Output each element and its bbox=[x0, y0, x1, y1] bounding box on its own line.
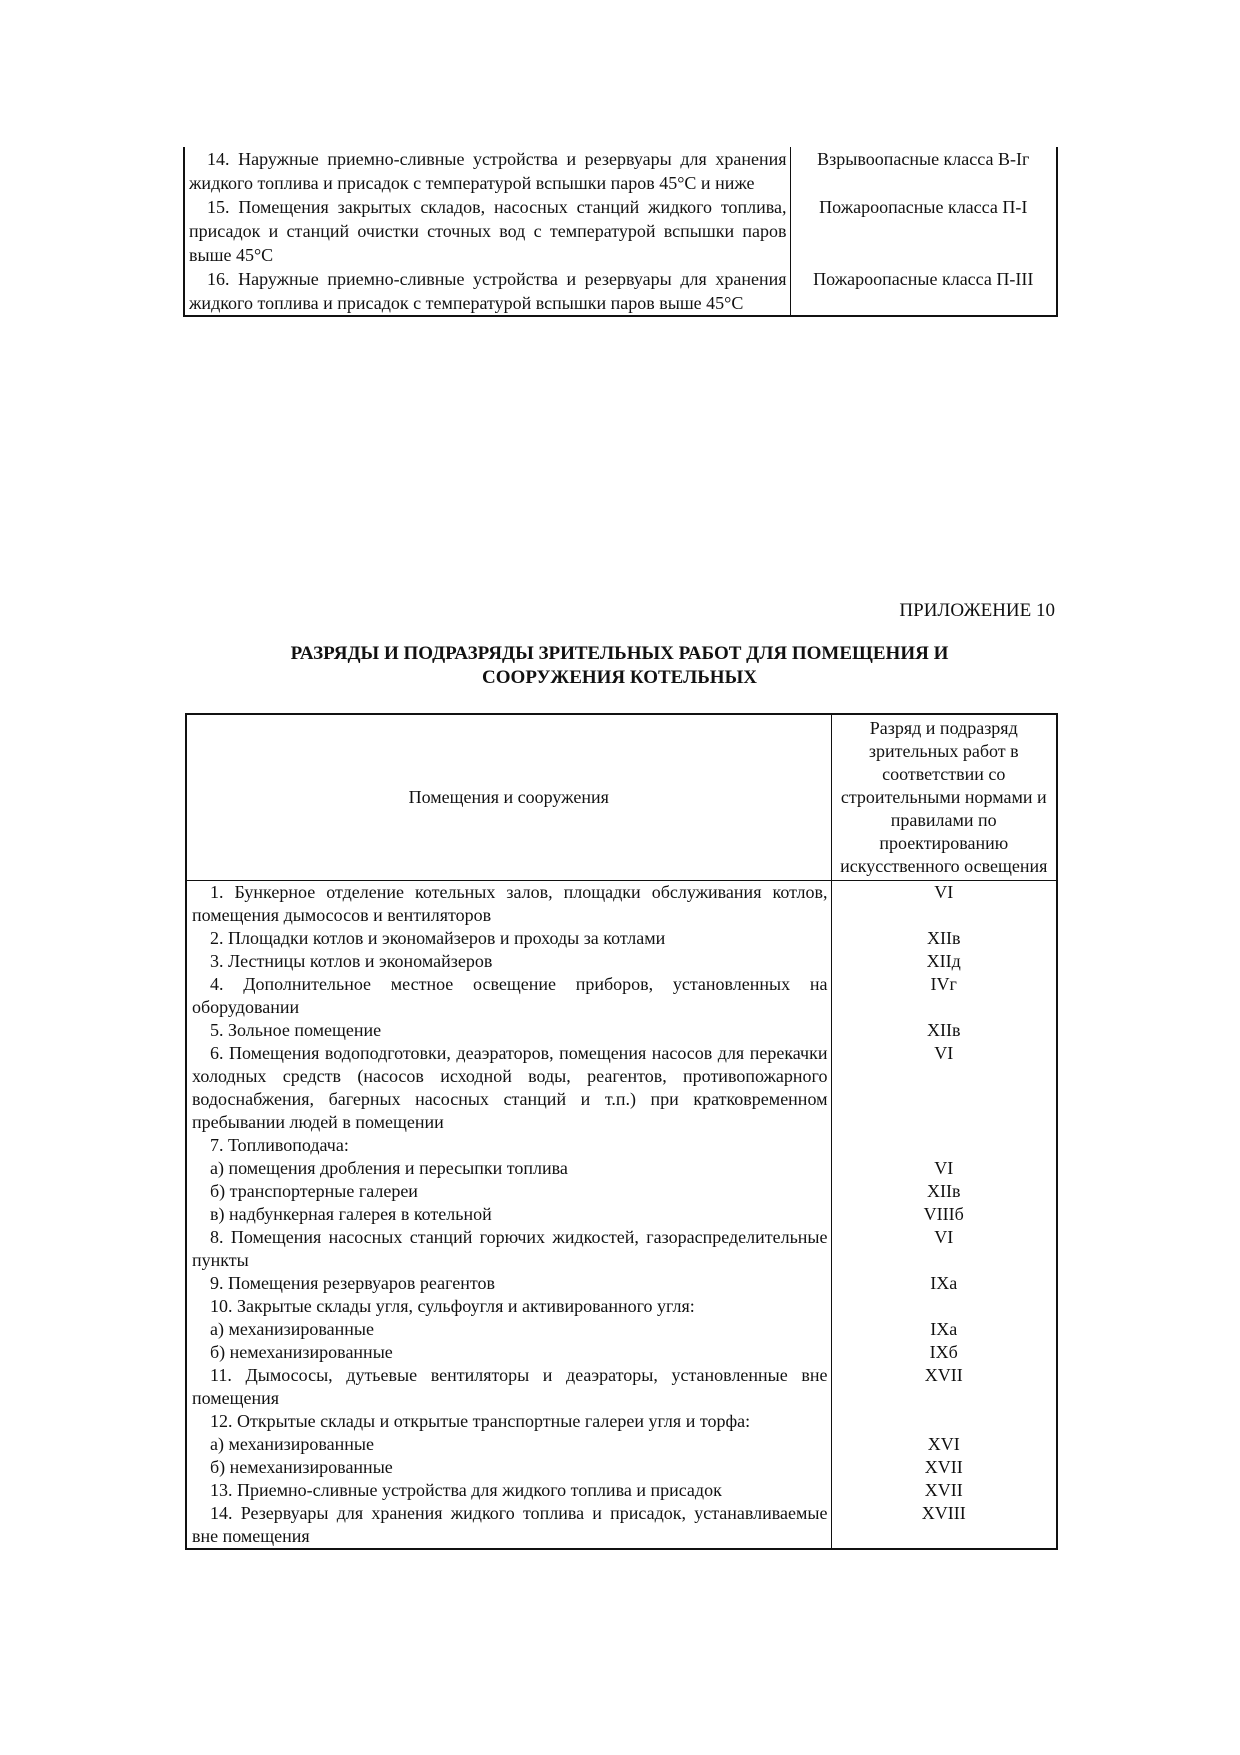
table-row bbox=[184, 195, 1057, 267]
hazard-class-table bbox=[183, 147, 1058, 317]
room-description: 10. Закрытые склады угля, сульфоугля и активированного угля: bbox=[186, 1295, 831, 1318]
table-row bbox=[186, 1502, 1057, 1549]
page-title bbox=[183, 642, 1056, 690]
work-grade bbox=[831, 1134, 1057, 1157]
room-description: 2. Площадки котлов и экономайзеров и проходы за котлами bbox=[186, 927, 831, 950]
table-row bbox=[186, 1272, 1057, 1295]
work-grade bbox=[831, 1295, 1057, 1318]
table-row bbox=[186, 1042, 1057, 1134]
table-row bbox=[186, 1226, 1057, 1272]
table-row bbox=[186, 1203, 1057, 1226]
room-description: 6. Помещения водоподготовки, деаэраторов, помещения насосов для перекачки холодных средств (насосов исходной воды, реагентов, противопожарного водоснабжения, багерных насосных станций и т.п.) при кратковременном пребывании людей в помещении bbox=[186, 1042, 831, 1134]
work-grade: VI bbox=[934, 882, 954, 902]
work-grade: XIIв bbox=[927, 1181, 961, 1201]
table-row bbox=[186, 1180, 1057, 1203]
table-row bbox=[184, 147, 1057, 195]
room-description: 14. Наружные приемно-сливные устройства и резервуары для хранения жидкого топлива и присадок с температурой вспышки паров 45°С и ниже bbox=[184, 147, 790, 195]
table-header-row bbox=[186, 714, 1057, 881]
room-description: 13. Приемно-сливные устройства для жидкого топлива и присадок bbox=[186, 1479, 831, 1502]
hazard-class: Пожароопасные класса П-III bbox=[790, 267, 1057, 316]
room-description: 11. Дымососы, дутьевые вентиляторы и деаэраторы, установленные вне помещения bbox=[186, 1364, 831, 1410]
table-row bbox=[186, 973, 1057, 1019]
room-description: 5. Зольное помещение bbox=[186, 1019, 831, 1042]
work-grade: XVII bbox=[924, 1480, 963, 1500]
table-row bbox=[186, 1410, 1057, 1433]
visual-work-grades-table bbox=[185, 713, 1058, 1550]
table-row bbox=[184, 267, 1057, 316]
room-description: 15. Помещения закрытых складов, насосных станций жидкого топлива, присадок и станций очистки сточных вод с температурой вспышки паров выше 45°С bbox=[184, 195, 790, 267]
table-row bbox=[186, 950, 1057, 973]
room-description: б) транспортерные галереи bbox=[186, 1180, 831, 1203]
hazard-class: Пожароопасные класса П-I bbox=[790, 195, 1057, 267]
hazard-class: Взрывоопасные класса В-Iг bbox=[790, 147, 1057, 195]
work-grade: XIIв bbox=[927, 1020, 961, 1040]
room-description: 14. Резервуары для хранения жидкого топлива и присадок, устанавливаемые вне помещения bbox=[186, 1502, 831, 1549]
table-row bbox=[186, 1456, 1057, 1479]
work-grade: IVг bbox=[930, 974, 957, 994]
appendix-label: ПРИЛОЖЕНИЕ 10 bbox=[899, 600, 1055, 621]
table-row bbox=[186, 927, 1057, 950]
work-grade: VI bbox=[934, 1043, 954, 1063]
room-description: 9. Помещения резервуаров реагентов bbox=[186, 1272, 831, 1295]
title-line: СООРУЖЕНИЯ КОТЕЛЬНЫХ bbox=[482, 667, 757, 688]
room-description: а) механизированные bbox=[186, 1318, 831, 1341]
room-description: б) немеханизированные bbox=[186, 1341, 831, 1364]
room-description: 8. Помещения насосных станций горючих жидкостей, газораспределительные пункты bbox=[186, 1226, 831, 1272]
title-line: РАЗРЯДЫ И ПОДРАЗРЯДЫ ЗРИТЕЛЬНЫХ РАБОТ ДЛЯ ПОМЕЩЕНИЯ И bbox=[290, 643, 949, 664]
room-description: 7. Топливоподача: bbox=[186, 1134, 831, 1157]
column-header-rooms: Помещения и сооружения bbox=[186, 714, 831, 881]
room-description: б) немеханизированные bbox=[186, 1456, 831, 1479]
table-row bbox=[186, 1295, 1057, 1318]
work-grade bbox=[831, 1410, 1057, 1433]
table-row bbox=[186, 881, 1057, 928]
work-grade: XIIд bbox=[926, 951, 961, 971]
room-description: 4. Дополнительное местное освещение приборов, установленных на оборудовании bbox=[186, 973, 831, 1019]
table-row bbox=[186, 1134, 1057, 1157]
column-header-grade: Разряд и подразряд зрительных работ в соответствии со строительными нормами и правилами по проектированию искусственного освещения bbox=[831, 714, 1057, 881]
work-grade: XVII bbox=[924, 1457, 963, 1477]
work-grade: VI bbox=[934, 1158, 954, 1178]
work-grade: VI bbox=[934, 1227, 954, 1247]
table-row bbox=[186, 1433, 1057, 1456]
table-row bbox=[186, 1479, 1057, 1502]
work-grade: IXа bbox=[930, 1319, 958, 1339]
room-description: 12. Открытые склады и открытые транспортные галереи угля и торфа: bbox=[186, 1410, 831, 1433]
work-grade: XVIII bbox=[921, 1503, 966, 1523]
work-grade: IXа bbox=[930, 1273, 958, 1293]
table-row bbox=[186, 1157, 1057, 1180]
work-grade: VIIIб bbox=[923, 1204, 964, 1224]
work-grade: IXб bbox=[929, 1342, 958, 1362]
table-row bbox=[186, 1341, 1057, 1364]
room-description: 16. Наружные приемно-сливные устройства и резервуары для хранения жидкого топлива и присадок с температурой вспышки паров выше 45°С bbox=[184, 267, 790, 316]
room-description: в) надбункерная галерея в котельной bbox=[186, 1203, 831, 1226]
room-description: 1. Бункерное отделение котельных залов, площадки обслуживания котлов, помещения дымососов и вентиляторов bbox=[186, 881, 831, 928]
table-row bbox=[186, 1364, 1057, 1410]
work-grade: XIIв bbox=[927, 928, 961, 948]
room-description: 3. Лестницы котлов и экономайзеров bbox=[186, 950, 831, 973]
room-description: а) помещения дробления и пересыпки топлива bbox=[186, 1157, 831, 1180]
room-description: а) механизированные bbox=[186, 1433, 831, 1456]
work-grade: XVI bbox=[927, 1434, 960, 1454]
work-grade: XVII bbox=[924, 1365, 963, 1385]
table-row bbox=[186, 1318, 1057, 1341]
table-row bbox=[186, 1019, 1057, 1042]
